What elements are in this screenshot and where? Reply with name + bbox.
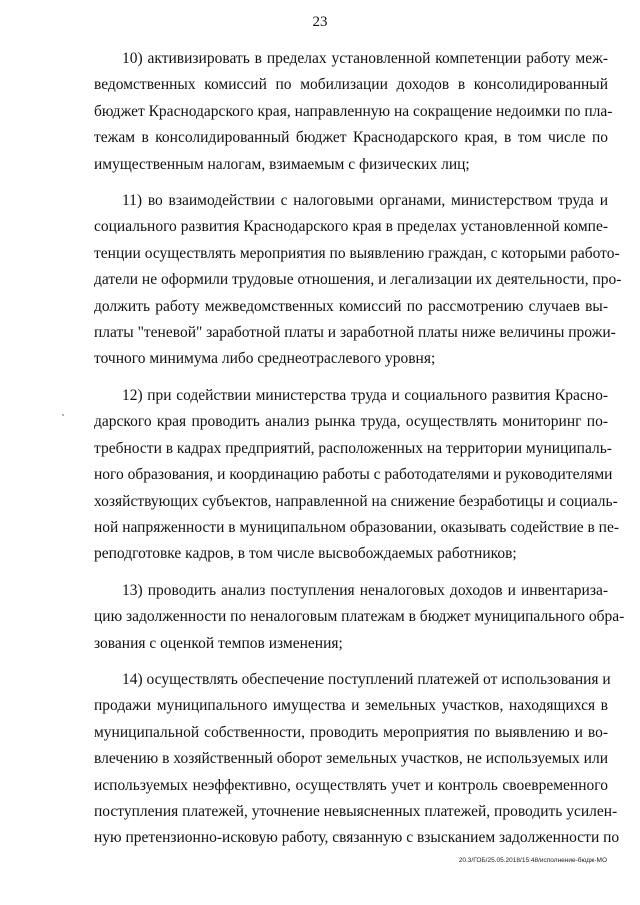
paragraph-gap (94, 568, 608, 578)
paragraph (94, 667, 620, 852)
text-line: бюджет Краснодарского края, направленную на сокращение недоимки по пла- (94, 102, 613, 120)
text-line: цию задолженности по неналоговым платежам в бюджет муниципального обра- (94, 608, 625, 626)
document-body (94, 46, 625, 852)
text-line: продажи муниципального имущества и земельных участков, находящихся в (94, 697, 608, 715)
paragraph-gap (94, 178, 608, 188)
text-line: 14) осуществлять обеспечение поступлений платежей от использования и (122, 670, 611, 688)
page-footer: 20.3/ГОБ/25.05.2018/15:48/исполнение-бюдж-МО (458, 857, 607, 864)
text-line: тенции осуществлять мероприятия по выявлению граждан, с которыми работо- (94, 244, 620, 262)
text-line: 12) при содействии министерства труда и социального развития Красно- (122, 386, 608, 404)
text-line: реподготовке кадров, в том числе высвобождаемых работников; (94, 545, 517, 563)
paragraph-gap (94, 657, 608, 667)
text-line: ную претензионно-исковую работу, связанную с взысканием задолженности по (94, 829, 620, 847)
text-line: имущественным налогам, взимаемым с физических лиц; (94, 155, 470, 173)
text-line: дарского края проводить анализ рынка труда, осуществлять мониторинг по- (94, 413, 608, 431)
text-line: должить работу межведомственных комиссий по рассмотрению случаев вы- (94, 297, 608, 315)
text-line: требности в кадрах предприятий, расположенных на территории муниципаль- (94, 439, 612, 457)
text-line: поступления платежей, уточнение невыясненных платежей, проводить усилен- (94, 802, 618, 820)
margin-dot (62, 414, 64, 416)
paragraph (94, 578, 625, 657)
text-line: используемых неэффективно, осуществлять учет и контроль своевременного (94, 776, 608, 794)
text-line: ного образования, и координацию работы с работодателями и руководителями (94, 466, 613, 484)
paragraph (94, 46, 613, 178)
paragraph (94, 383, 620, 568)
text-line: платы "теневой" заработной платы и заработной платы ниже величины прожи- (94, 324, 616, 342)
page-number: 23 (312, 14, 328, 30)
paragraph (94, 188, 622, 373)
text-line: точного минимума либо среднеотраслевого уровня; (94, 350, 436, 368)
text-line: ной напряженности в муниципальном образовании, оказывать содействие в пе- (94, 518, 620, 536)
text-line: социального развития Краснодарского края в пределах установленной компе- (94, 218, 608, 236)
text-line: хозяйствующих субъектов, направленной на снижение безработицы и социаль- (94, 492, 618, 510)
paragraph-gap (94, 373, 608, 383)
text-line: ведомственных комиссий по мобилизации доходов в консолидированный (94, 76, 608, 94)
text-line: зования с оценкой темпов изменения; (94, 634, 343, 652)
text-line: 13) проводить анализ поступления неналоговых доходов и инвентариза- (122, 581, 608, 599)
text-line: датели не оформили трудовые отношения, и легализации их деятельности, про- (94, 271, 622, 289)
text-line: 10) активизировать в пределах установленной компетенции работу меж- (122, 50, 608, 67)
text-line: муниципальной собственности, проводить мероприятия по выявлению и во- (94, 723, 608, 741)
text-line: 11) во взаимодействии с налоговыми органами, министерством труда и (122, 192, 608, 210)
text-line: влечению в хозяйственный оборот земельных участков, не используемых или (94, 750, 608, 768)
text-line: тежам в консолидированный бюджет Краснодарского края, в том числе по (94, 129, 608, 147)
